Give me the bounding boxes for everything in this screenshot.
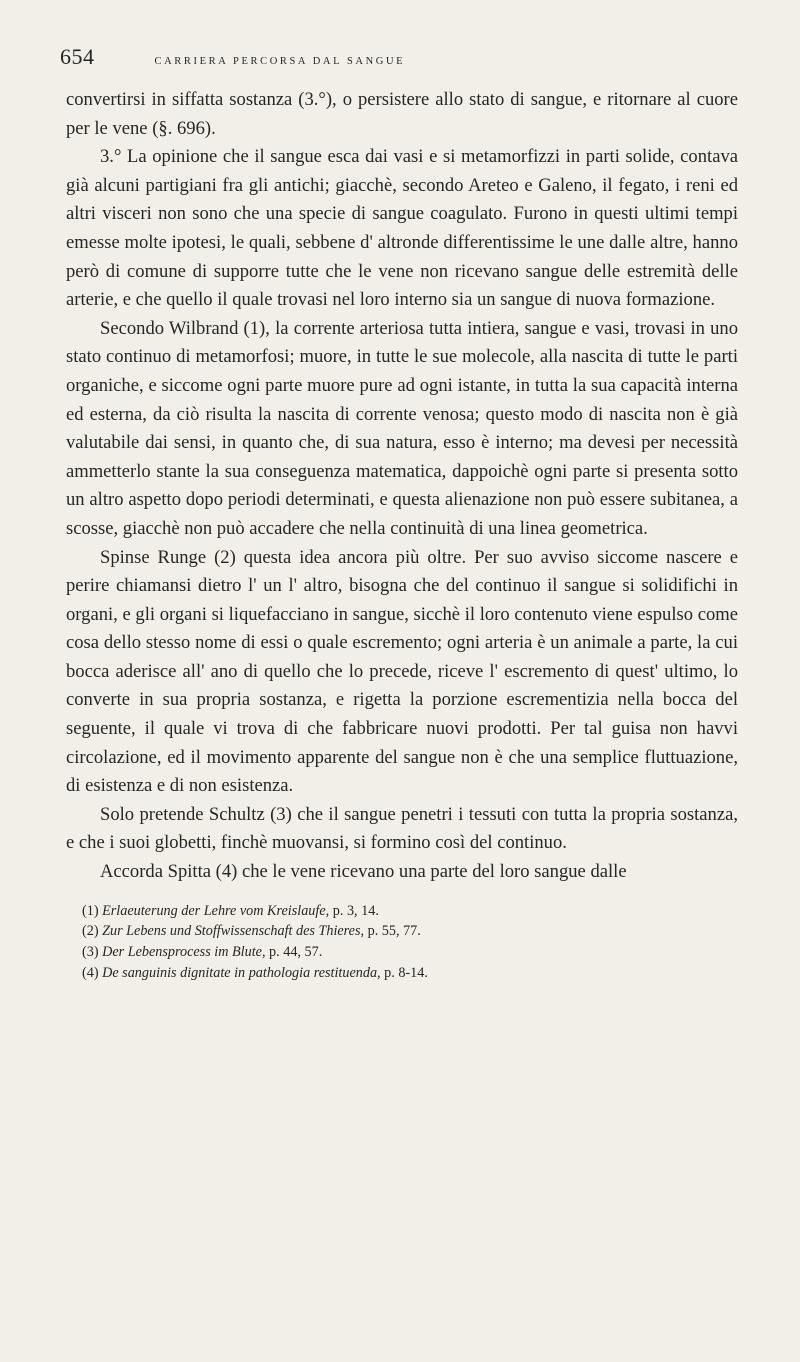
footnote-3 (82, 942, 738, 963)
footnote-ref: , p. 55, 77. (360, 923, 421, 940)
footnotes (66, 901, 738, 984)
paragraph-continuation: convertirsi in siffatta sostanza (3.°), o persistere allo stato di sangue, e ritornare al cuore per le vene (§. 696). (66, 89, 738, 139)
page-number: 654 (60, 44, 95, 69)
paragraph-spitta: Accorda Spitta (4) che le vene ricevano una parte del loro sangue dalle (100, 861, 627, 883)
footnote-1 (82, 901, 738, 922)
paragraph-runge: Spinse Runge (2) questa idea ancora più oltre. Per suo avviso siccome nascere e perire chiamansi dietro l' un l' altro, bisogna che del continuo il sangue si solidifichi in organi, e gli organi si liquefacciano in sangue, sicchè il loro contenuto viene espulso come cosa dello stesso nome di essi o quale escremento; ogni arteria è un animale a parte, la cui bocca aderisce all' ano di quello che lo precede, riceve l' escremento di quest' ultimo, lo converte in sua propria sostanza, e rigetta la porzione escrementizia nella bocca del seguente, il quale vi trova di che fabbricare nuovi prodotti. Per tal guisa non havvi circolazione, ed il movimento apparente del sangue non è che una semplice fluttuazione, di esistenza e di non esistenza. (66, 546, 738, 797)
footnote-label: (3) (82, 944, 99, 961)
footnote-ref: , p. 44, 57. (261, 944, 323, 961)
footnote-ref: , p. 3, 14. (325, 902, 379, 919)
paragraph-wilbrand: Secondo Wilbrand (1), la corrente arteriosa tutta intiera, sangue e vasi, trovasi in uno stato continuo di metamorfosi; muore, in tutte le sue molecole, alla nascita di tutte le parti organiche, e siccome ogni parte muore pure ad ogni istante, in tutta la sua capacità interna ed esterna, da ciò risulta la nascita di corrente venosa; questo modo di nascita non è già valutabile dai sensi, in quanto che, di sua natura, esso è interno; ma devesi per necessità ammetterlo stante la sua conseguenza matematica, dappoichè ogni parte si presenta sotto un altro aspetto dopo periodi determinati, e questa alienazione non può essere subitanea, a scosse, giacchè non può accadere che nella continuità di una linea geometrica. (66, 317, 738, 539)
footnote-label: (1) (82, 902, 99, 919)
footnote-title: Erlaeuterung der Lehre vom Kreislaufe (102, 902, 326, 919)
body-text (66, 86, 738, 887)
footnote-ref: , p. 8-14. (377, 965, 428, 982)
footnote-title: Zur Lebens und Stoffwissenschaft des Thieres (102, 923, 361, 940)
paragraph-schultz: Solo pretende Schultz (3) che il sangue penetri i tessuti con tutta la propria sostanza, e che i suoi globetti, finchè muovansi, si formino così del continuo. (66, 803, 738, 854)
paragraph-ancient-opinion: 3.° La opinione che il sangue esca dai vasi e si metamorfizzi in parti solide, contava già alcuni partigiani fra gli antichi; giacchè, secondo Areteo e Galeno, il fegato, i reni ed altri visceri non sono che una specie di sangue coagulato. Furono in questi ultimi tempi emesse molte ipotesi, le quali, sebbene d' altronde differentissime le une dalle altre, hanno però di comune di supporre tutte che le vene non ricevano sangue delle estremità delle arterie, e che quello il quale trovasi nel loro interno sia un sangue di nuova formazione. (66, 146, 738, 311)
footnote-title: De sanguinis dignitate in pathologia restituenda (102, 965, 378, 982)
footnote-2 (82, 921, 738, 942)
footnote-4 (82, 963, 738, 984)
running-title: CARRIERA PERCORSA DAL SANGUE (154, 56, 406, 67)
footnote-title: Der Lebensprocess im Blute (102, 944, 262, 961)
footnote-label: (2) (82, 923, 99, 940)
footnote-label: (4) (82, 965, 99, 982)
running-head (60, 44, 738, 74)
